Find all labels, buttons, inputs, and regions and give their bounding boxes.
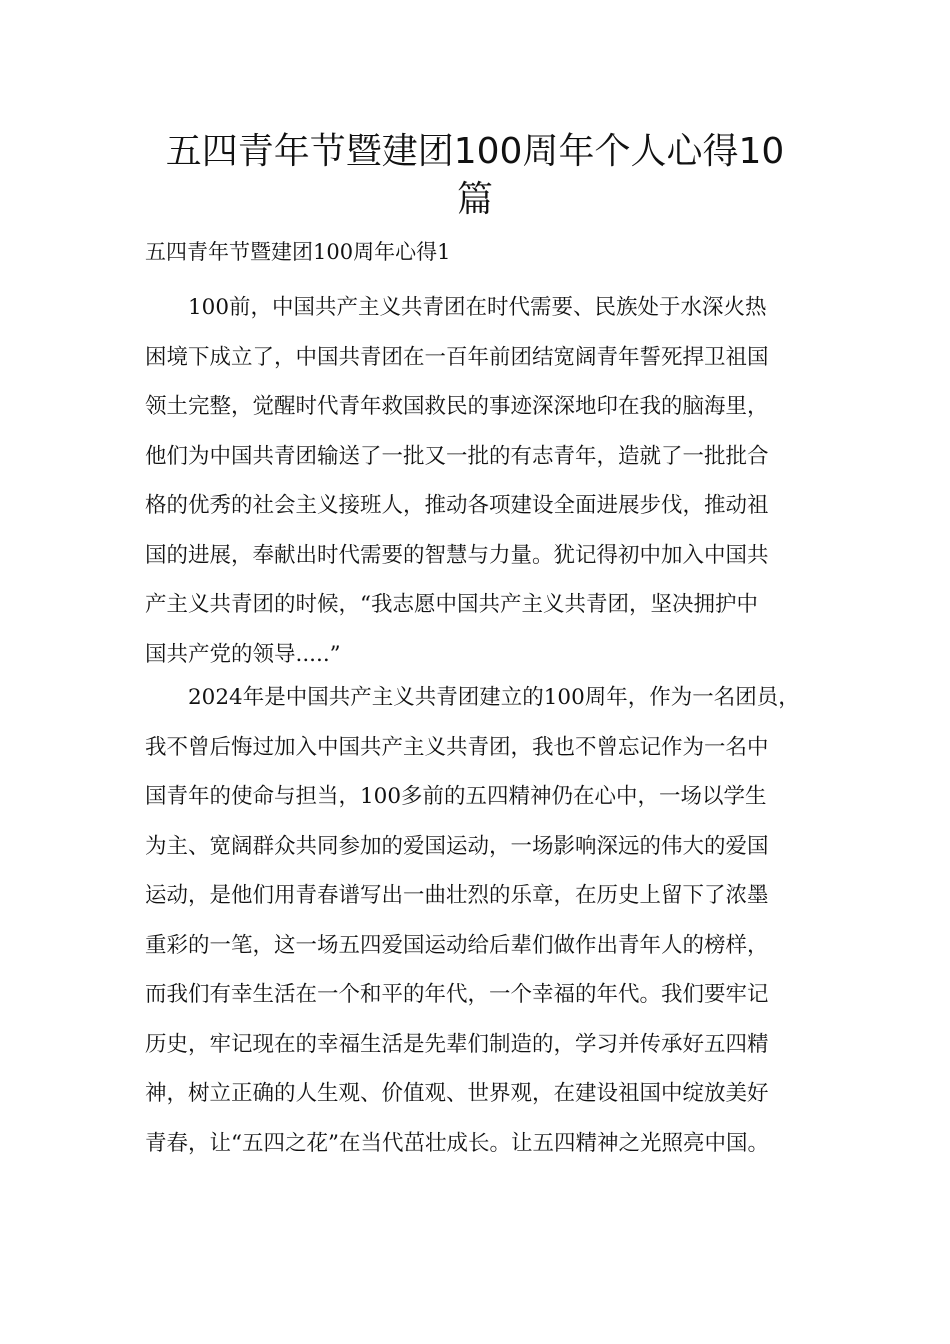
- paragraph-line: 国青年的使命与担当，100多前的五四精神仍在心中，一场以学生: [145, 784, 767, 809]
- paragraph-line: 重彩的一笔，这一场五四爱国运动给后辈们做作出青年人的榜样，: [145, 932, 769, 958]
- paragraph-1: [145, 283, 835, 679]
- paragraph-line: 而我们有幸生活在一个和平的年代，一个幸福的年代。我们要牢记: [145, 982, 769, 1007]
- paragraph-line: 我不曾后悔过加入中国共产主义共青团，我也不曾忘记作为一名中: [145, 734, 769, 760]
- paragraph-line: 格的优秀的社会主义接班人，推动各项建设全面进展步伐，推动祖: [145, 493, 769, 518]
- paragraph-line: 运动，是他们用青春谱写出一曲壮烈的乐章，在历史上留下了浓墨: [145, 883, 769, 908]
- paragraph-line: 为主、宽阔群众共同参加的爱国运动，一场影响深远的伟大的爱国: [145, 833, 769, 859]
- paragraph-line: 他们为中国共青团输送了一批又一批的有志青年，造就了一批批合: [145, 443, 769, 469]
- paragraph-line: 100前，中国共产主义共青团在时代需要、民族处于水深火热: [145, 295, 767, 320]
- paragraph-line: 领土完整，觉醒时代青年救国救民的事迹深深地印在我的脑海里，: [145, 394, 769, 419]
- title-line-1: 五四青年节暨建团100周年个人心得10: [165, 131, 785, 172]
- paragraph-line: 青春，让“五四之花”在当代茁壮成长。让五四精神之光照亮中国。: [145, 1130, 769, 1156]
- paragraph-line: 国的进展，奉献出时代需要的智慧与力量。犹记得初中加入中国共: [145, 542, 769, 568]
- paragraph-2: [145, 673, 835, 1168]
- paragraph-line: 困境下成立了，中国共青团在一百年前团结宽阔青年誓死捍卫祖国: [145, 344, 769, 370]
- paragraph-line: 2024年是中国共产主义共青团建立的100周年，作为一名团员，: [145, 685, 800, 710]
- paragraph-line: 历史，牢记现在的幸福生活是先辈们制造的，学习并传承好五四精: [145, 1031, 769, 1057]
- paragraph-line: 国共产党的领导.....”: [145, 641, 341, 667]
- title-line-2: 篇: [456, 179, 493, 220]
- paragraph-line: 产主义共青团的时候，“我志愿中国共产主义共青团，坚决拥护中: [145, 592, 758, 617]
- document-title: [120, 128, 830, 224]
- paragraph-line: 神，树立正确的人生观、价值观、世界观，在建设祖国中绽放美好: [145, 1081, 769, 1106]
- section-subheading: 五四青年节暨建团100周年心得1: [145, 240, 451, 264]
